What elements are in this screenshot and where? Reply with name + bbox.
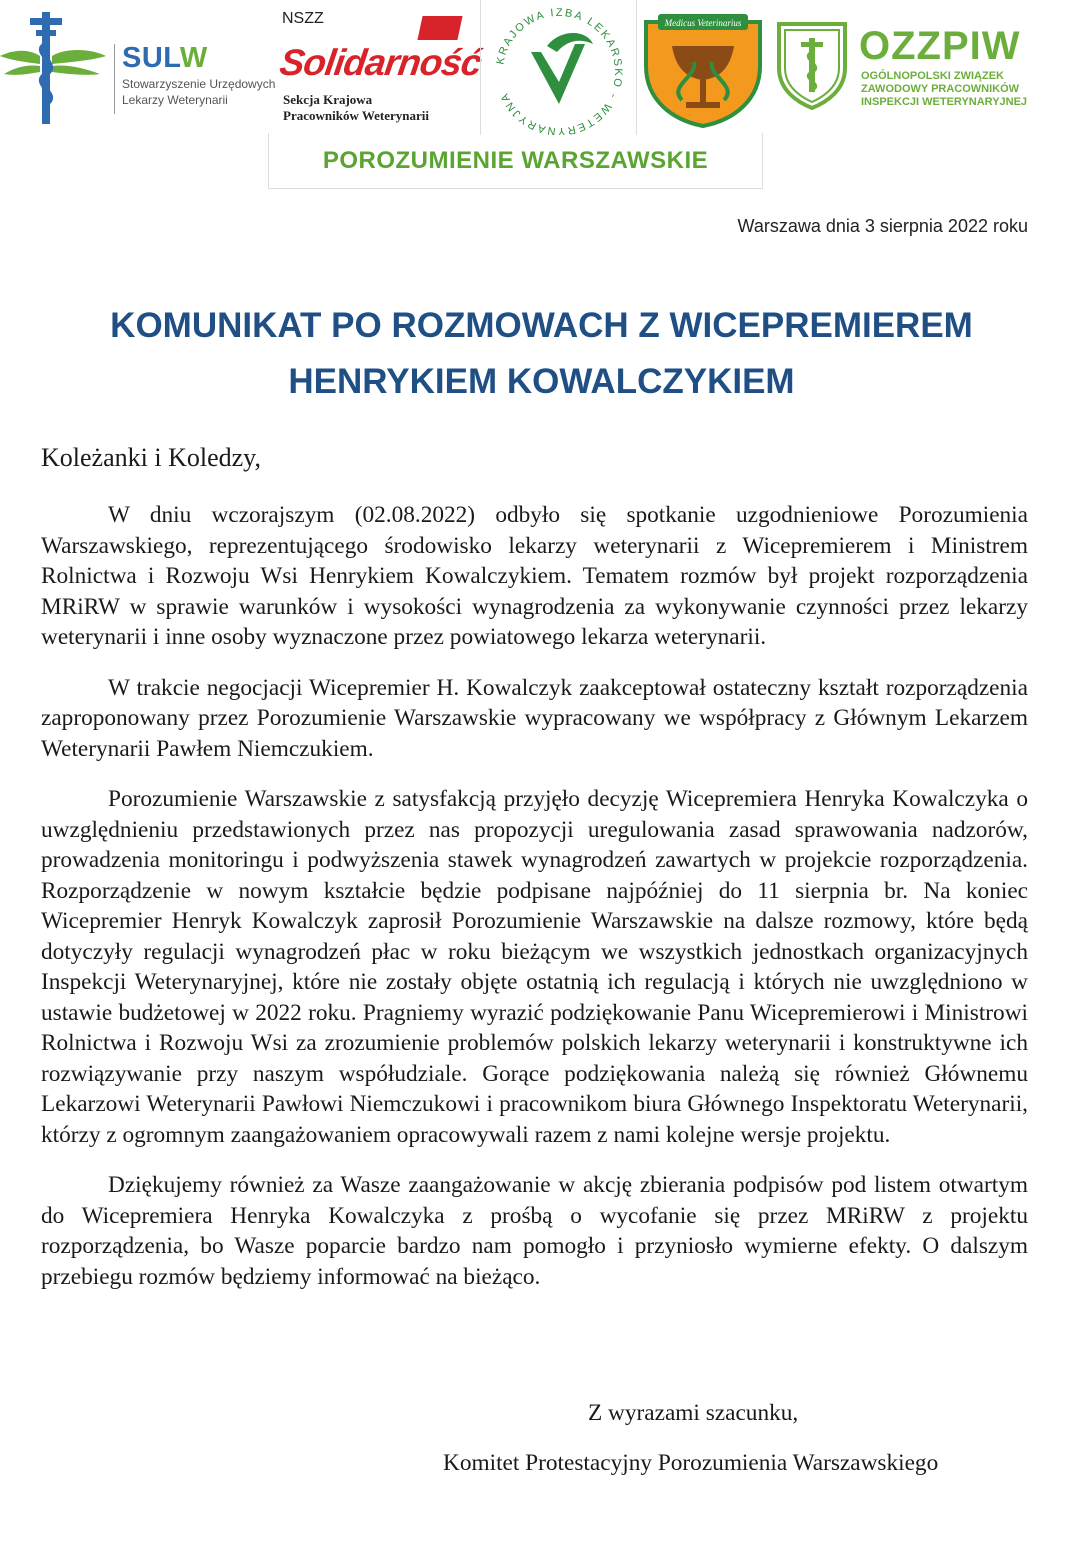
title-line-2: HENRYKIEM KOWALCZYKIEM — [288, 362, 795, 401]
logo-bar — [0, 0, 1083, 195]
sulw-name: SULW — [122, 42, 208, 74]
paragraph-2: W trakcie negocjacji Wicepremier H. Kowalczyk zaakceptował ostateczny kształt rozporządzenia zaproponowany przez Porozumienie Warszawskie wypracowany we współpracy z Głównym Lekarzem Weterynarii Pawłem Niemczukiem. — [41, 674, 1028, 762]
flag-icon — [417, 16, 462, 40]
medicus-logo — [638, 6, 768, 128]
salutation: Koleżanki i Koledzy, — [41, 443, 261, 472]
ozzpiw-name: OZZPIW — [859, 24, 1021, 68]
caduceus-icon — [0, 8, 112, 128]
document-body — [41, 500, 1028, 1312]
paragraph-1: W dniu wczorajszym (02.08.2022) odbyło się spotkanie uzgodnieniowe Porozumienia Warszawskiego, reprezentującego środowisko lekarzy weterynarii z Wicepremierem i Ministrem Rolnictwa i Rozwoju Wsi Henrykiem Kowalczykiem. Tematem rozmów był projekt rozporządzenia MRiRW w sprawie warunków i wysokości wynagrodzenia za wykonywanie czynności przez lekarzy weterynarii i inne osoby wyznaczone przez powiatowego lekarza weterynarii. — [41, 502, 1028, 650]
ozzpiw-shield-icon — [775, 18, 849, 110]
paragraph-3: Porozumienie Warszawskie z satysfakcją przyjęło decyzję Wicepremiera Henryka Kowalczyka o uwzględnieniu przedstawionych przez nas propozycji uregulowania zasad sprawowania nadzorów, prowadzenia monitoringu i podwyższenia stawek wynagrodzeń zawartych w projekcie rozporządzenia. Rozporządzenie w nowym kształcie będzie podpisane najpóźniej do 11 sierpnia br. Na koniec Wicepremier Henryk Kowalczyk zaprosił Porozumienie Warszawskie na dalsze rozmowy, które będą dotyczyły regulacji wynagrodzeń płac w roku bieżącym we wszystkich jednostkach organizacyjnych Inspekcji Weterynaryjnej, które nie zostały objęte ostatnią ich regulacją i których nie uwzględniono w ustawie budżetowej w 2022 roku. Pragniemy wyrazić podziękowanie Panu Wicepremierowi i Ministrowi Rolnictwa i Rozwoju Wsi za zrozumienie problemów polskich lekarzy weterynarii i konstruktywne ich rozwiązywanie przy naszym współudziale. Gorące podziękowania należą się również Głównemu Lekarzowi Weterynarii Pawłowi Niemczukowi i pracownikom biura Głównego Inspektoratu Weterynarii, którzy z ogromnym zaangażowaniem opracowywali razem z nami kolejne wersje projektu. — [41, 786, 1028, 1148]
ozzpiw-subtitle: OGÓLNOPOLSKI ZWIĄZEK ZAWODOWY PRACOWNIKÓW INSPEKCJI WETERYNARYJNEJ — [861, 70, 1028, 108]
sulw-divider — [114, 44, 115, 114]
sulw-logo — [0, 8, 280, 128]
document-title — [0, 298, 1083, 410]
medicus-emblem-icon — [638, 6, 768, 128]
closing: Z wyrazami szacunku, — [588, 1400, 799, 1426]
solidarnosc-wordmark: Solidarność — [277, 42, 484, 83]
svg-text:KRAJOWA IZBA LEKARSKO - WETERY: KRAJOWA IZBA LEKARSKO - WETERYNARYJNA — [494, 6, 625, 135]
document-date: Warszawa dnia 3 sierpnia 2022 roku — [737, 216, 1028, 236]
sulw-subtitle-1: Stowarzyszenie Urzędowych — [122, 77, 276, 91]
solidarnosc-logo — [277, 8, 484, 130]
ozzpiw-logo — [775, 18, 1075, 118]
title-line-1: KOMUNIKAT PO ROZMOWACH Z WICEPREMIEREM — [110, 306, 973, 345]
paragraph-4: Dziękujemy również za Wasze zaangażowanie w akcję zbierania podpisów pod listem otwartym do Wicepremiera Henryka Kowalczyka z prośbą o wycofanie się przez MRiRW z projektu rozporządzenia, bo Wasze poparcie bardzo nam pomogło i przyniosło wymierne efekty. O dalszym przebiegu rozmów będziemy informować na bieżąco. — [41, 1172, 1028, 1290]
izba-logo — [480, 0, 637, 135]
solidarnosc-nszz: NSZZ — [282, 10, 324, 27]
signature: Komitet Protestacyjny Porozumienia Warszawskiego — [443, 1450, 939, 1476]
porozumienie-banner: POROZUMIENIE WARSZAWSKIE — [268, 133, 763, 189]
sulw-subtitle-2: Lekarzy Weterynarii — [122, 93, 228, 107]
solidarnosc-section: Sekcja Krajowa Pracowników Weterynarii — [283, 92, 429, 123]
izba-emblem-icon — [481, 0, 636, 135]
svg-text:Medicus Veterinarius: Medicus Veterinarius — [664, 18, 742, 28]
